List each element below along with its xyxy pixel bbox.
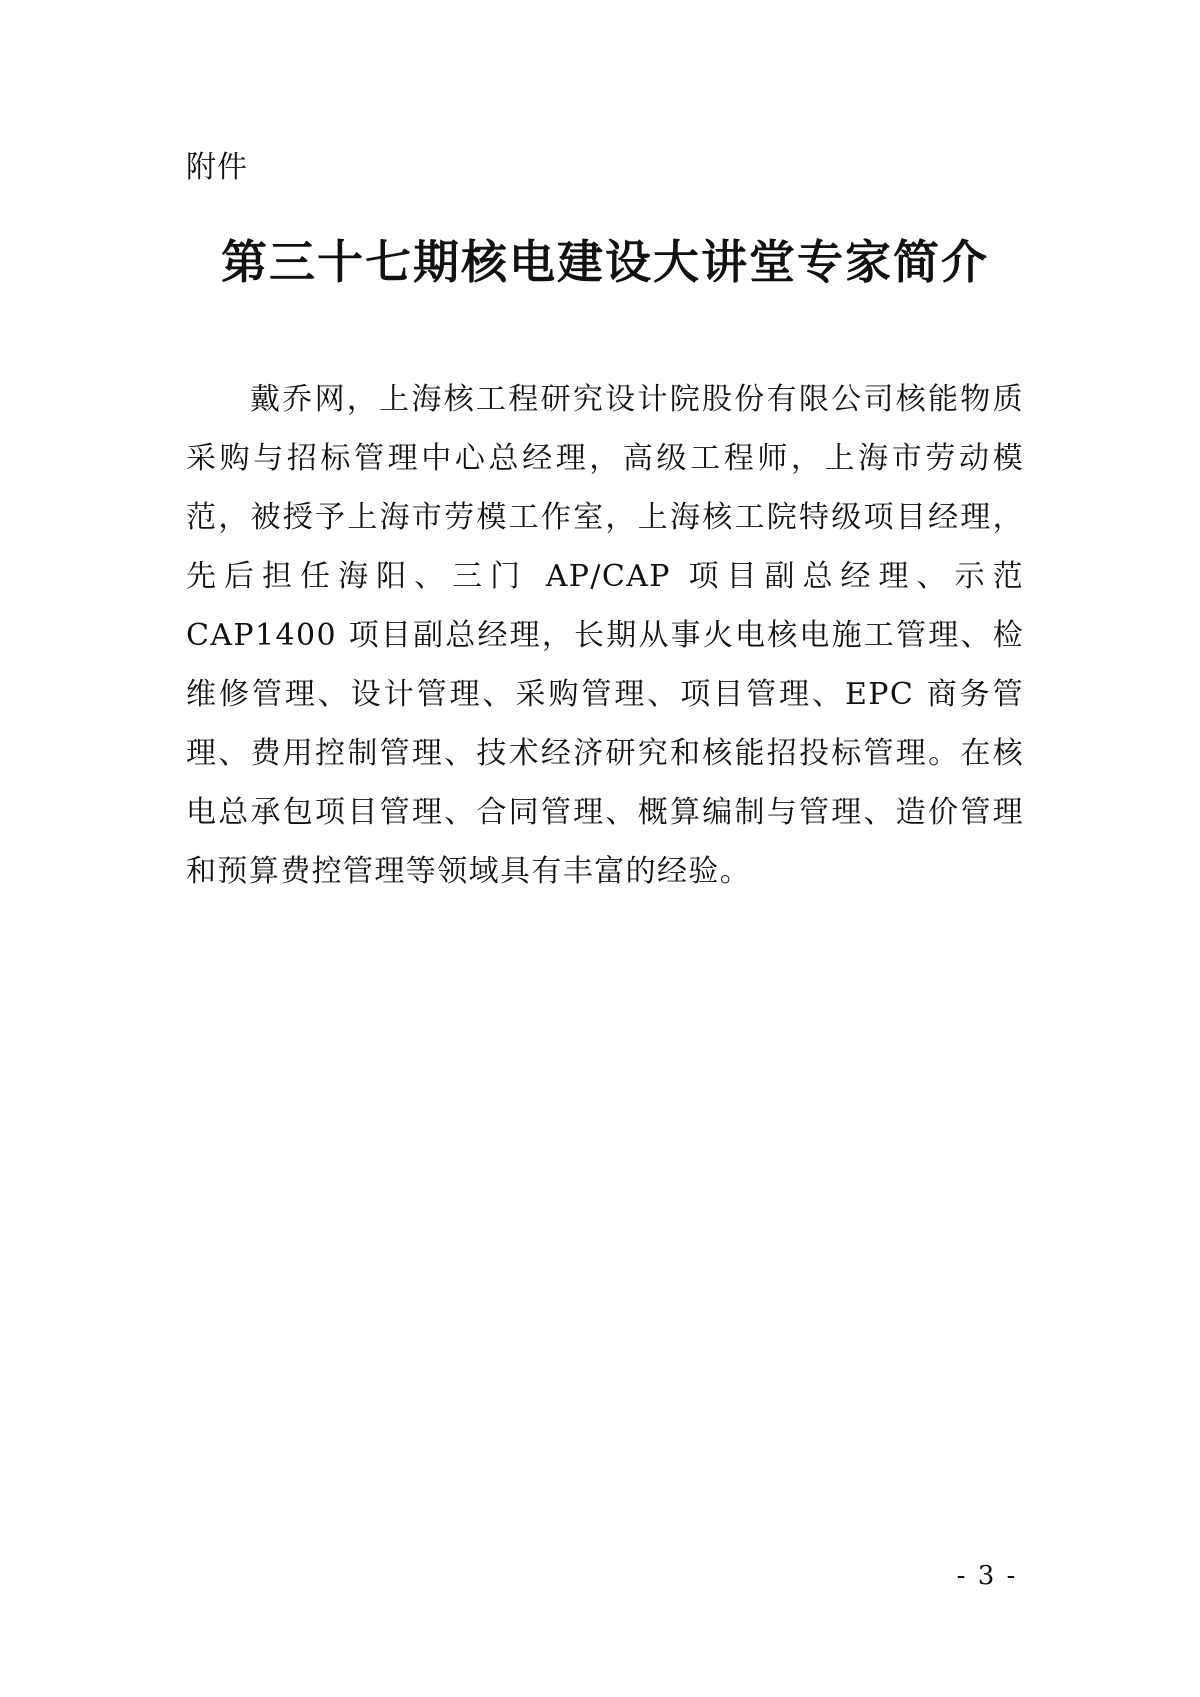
expert-bio-paragraph: 戴乔网，上海核工程研究设计院股份有限公司核能物质采购与招标管理中心总经理，高级工程师，上海市劳动模范，被授予上海市劳模工作室，上海核工院特级项目经理，先后担任海阳、三门 AP/CAP 项目副总经理、示范 CAP1400 项目副总经理，长期从事火电核电施工管理、检维修管理、设计管理、采购管理、项目管理、EPC 商务管理、费用控制管理、技术经济研究和核能招投标管理。在核电总承包项目管理、合同管理、概算编制与管理、造价管理和预算费控管理等领域具有丰富的经验。 [186, 382, 1024, 889]
page-number: - 3 - [956, 1561, 1018, 1591]
attachment-label: 附件 [186, 150, 248, 185]
document-title: 第三十七期核电建设大讲堂专家简介 [221, 235, 989, 289]
